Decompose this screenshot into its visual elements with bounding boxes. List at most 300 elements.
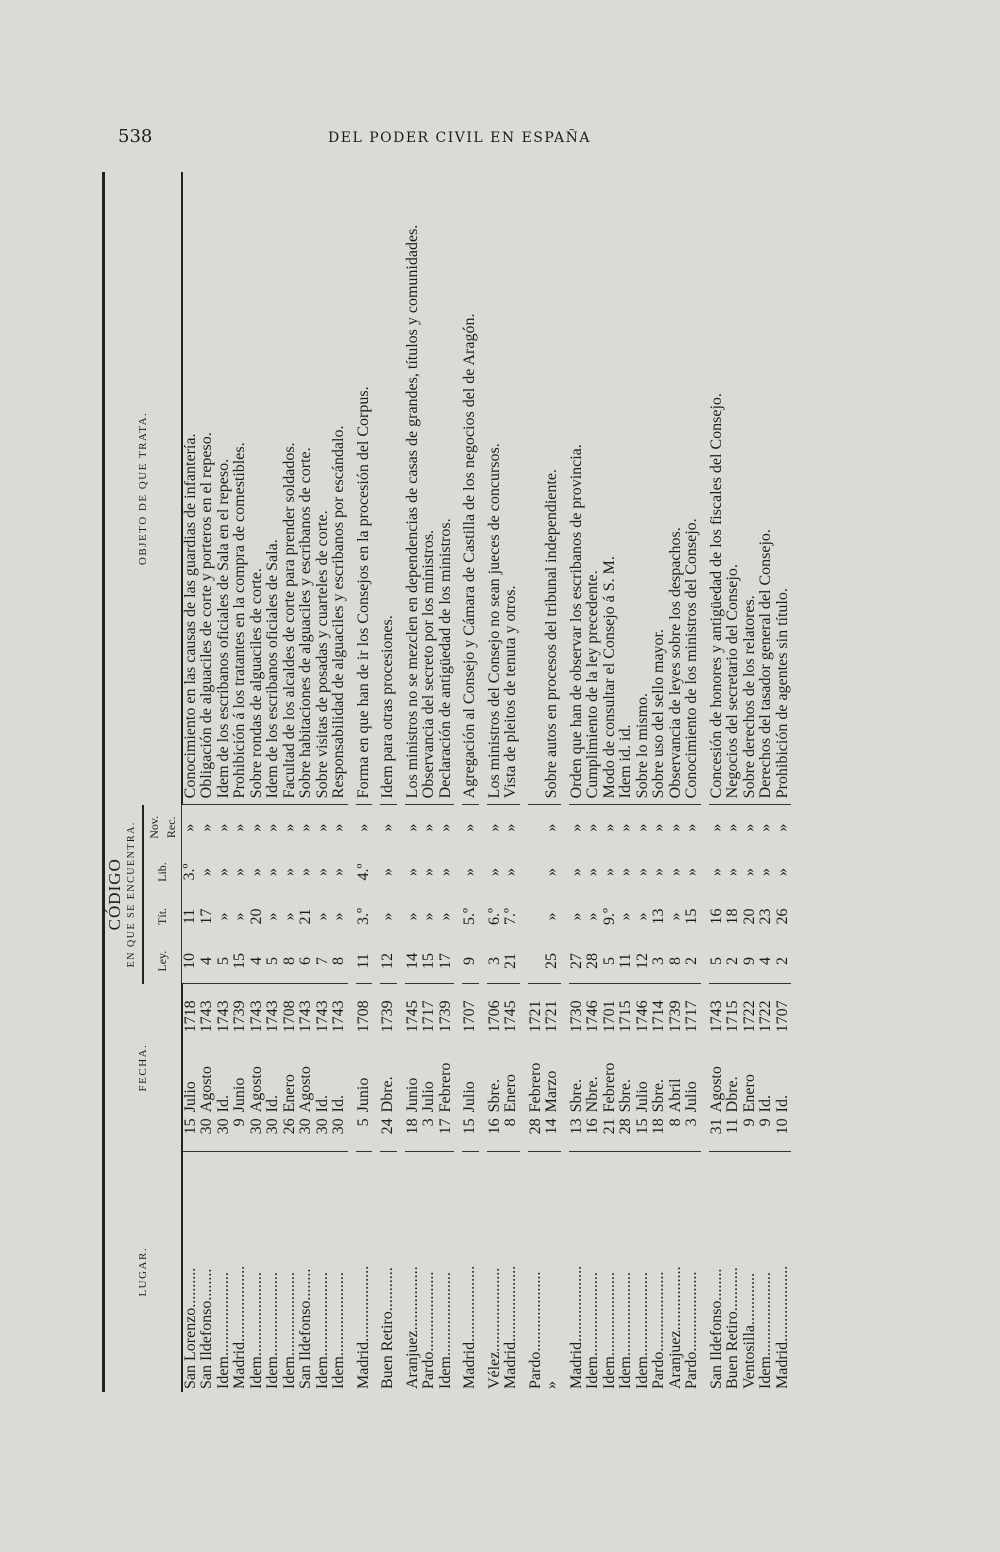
cell-mes: Id. <box>773 1095 791 1113</box>
cell-ano: 1743 <box>298 984 315 1036</box>
cell-lugar: Idem..................... <box>438 1151 455 1392</box>
cell-mes: Sbre. <box>650 1079 667 1113</box>
cell-tit: » <box>666 912 684 921</box>
cell-dia: 30 <box>264 1118 281 1135</box>
cell-ley: 12 <box>379 952 396 969</box>
cell-ley: 2 <box>773 956 791 965</box>
cell-lib: » <box>666 868 684 877</box>
cell-ley: 2 <box>724 956 741 965</box>
cell-nov: » <box>216 805 233 850</box>
cell-ano: 1743 <box>216 984 233 1036</box>
table-row <box>503 172 520 1392</box>
cell-ano: 1722 <box>742 984 759 1036</box>
cell-objeto: Vista de pleitos de tenuta y otros. <box>502 585 519 799</box>
table-row <box>585 172 602 1392</box>
cell-ano: 1706 <box>487 984 504 1036</box>
spacer-cell <box>520 172 528 1392</box>
cell-objeto: Sobre rondas de alguaciles de corte. <box>247 568 265 799</box>
cell-ano: 1743 <box>315 984 332 1036</box>
cell-mes: Agosto <box>247 1066 265 1113</box>
cell-dia: 30 <box>214 1118 232 1135</box>
cell-dia: 30 <box>330 1118 347 1135</box>
data-table <box>102 172 791 1392</box>
cell-mes: Enero <box>740 1074 758 1113</box>
cell-tit: 16 <box>707 908 725 925</box>
cell-mes: Dbre. <box>379 1076 396 1113</box>
cell-dia: 28 <box>526 1118 544 1135</box>
table-row <box>265 172 282 1392</box>
cell-ano: 1745 <box>405 984 422 1036</box>
cell-tit: » <box>379 912 396 921</box>
cell-nov: » <box>544 805 561 850</box>
cell-mes: Sbre. <box>617 1079 634 1113</box>
table-row <box>282 172 299 1392</box>
cell-tit: » <box>403 912 421 921</box>
table-row <box>356 172 373 1392</box>
cell-lugar: Vélez..................... <box>487 1151 504 1392</box>
cell-tit: » <box>543 912 560 921</box>
table-row <box>668 172 685 1392</box>
cell-ano: 1707 <box>775 984 792 1036</box>
cell-ley <box>528 939 545 984</box>
cell-dia: 8 <box>502 1118 519 1127</box>
cell-lib: » <box>543 868 560 877</box>
cell-tit: » <box>330 912 347 921</box>
cell-mes: Sbre. <box>567 1079 585 1113</box>
cell-mes: Sbre. <box>485 1079 503 1113</box>
cell-mes: Id. <box>214 1095 232 1113</box>
cell-ley: 5 <box>214 956 232 965</box>
cell-objeto: Idem de los escribanos oficiales de Sala. <box>264 539 281 799</box>
table-row <box>775 172 792 1392</box>
cell-lugar: Idem..................... <box>602 1151 619 1392</box>
cell-dia: 30 <box>297 1118 314 1135</box>
cell-ley: 4 <box>757 956 774 965</box>
cell-tit: 6.º <box>485 907 503 925</box>
cell-ano: 1743 <box>709 984 726 1036</box>
cell-nov: » <box>265 805 282 850</box>
cell-lib: » <box>231 868 248 877</box>
cell-tit: 5.º <box>461 907 478 925</box>
cell-lugar: Madrid................... <box>569 1151 586 1392</box>
cell-tit: » <box>264 912 281 921</box>
cell-nov: » <box>232 805 249 850</box>
cell-nov: » <box>742 805 759 850</box>
cell-nov: » <box>602 805 619 850</box>
table-row <box>438 172 455 1392</box>
cell-ley: 11 <box>354 953 372 969</box>
cell-nov <box>528 805 545 850</box>
cell-lugar: Madrid................... <box>356 1151 373 1392</box>
cell-tit: » <box>436 912 454 921</box>
cell-lugar: Buen Retiro........... <box>380 1151 397 1392</box>
cell-ano: 1743 <box>249 984 266 1036</box>
table-row <box>182 172 200 1392</box>
cell-mes: Julio <box>461 1081 478 1113</box>
cell-dia: 8 <box>666 1118 684 1127</box>
cell-dia: 18 <box>650 1118 667 1135</box>
cell-lugar: Madrid................... <box>462 1151 479 1392</box>
cell-objeto: Facultad de los alcaldes de corte para prender soldados. <box>280 442 298 799</box>
table-row <box>380 172 397 1392</box>
cell-lib <box>528 850 545 894</box>
cell-dia: 30 <box>198 1118 215 1135</box>
table-row <box>462 172 479 1392</box>
cell-ley: 12 <box>633 952 651 969</box>
cell-lib: » <box>403 868 421 877</box>
cell-ano: 1730 <box>569 984 586 1036</box>
cell-nov: » <box>635 805 652 850</box>
cell-nov: » <box>569 805 586 850</box>
cell-objeto: Los ministros no se mezclen en dependencias de casas de grandes, títulos y comunidades. <box>403 224 421 799</box>
cell-nov: » <box>405 805 422 850</box>
cell-lugar: Idem..................... <box>585 1151 602 1392</box>
cell-mes: Enero <box>502 1074 519 1113</box>
cell-nov: » <box>725 805 742 850</box>
cell-objeto: Prohibición de agentes sin título. <box>773 588 791 799</box>
header-fecha: FECHA. <box>104 984 182 1152</box>
cell-nov: » <box>331 805 348 850</box>
cell-nov: » <box>503 805 520 850</box>
cell-dia: 24 <box>379 1118 396 1135</box>
cell-lugar: Ventosilla............. <box>742 1151 759 1392</box>
cell-lib: » <box>214 868 232 877</box>
cell-ano: 1746 <box>635 984 652 1036</box>
cell-nov: » <box>356 805 373 850</box>
cell-nov: » <box>758 805 775 850</box>
cell-objeto: Negocios del secretario del Consejo. <box>724 564 741 799</box>
cell-dia: 15 <box>461 1118 478 1135</box>
table-row <box>618 172 635 1392</box>
cell-objeto: Observancia del secreto por los ministros. <box>420 529 437 799</box>
cell-ano: 1701 <box>602 984 619 1036</box>
cell-mes: Marzo <box>543 1070 560 1113</box>
table-body <box>182 172 792 1392</box>
cell-tit: » <box>633 912 651 921</box>
cell-nov: » <box>709 805 726 850</box>
cell-objeto: Concesión de honores y antigüedad de los fiscales del Consejo. <box>707 393 725 799</box>
cell-mes: Febrero <box>526 1062 544 1113</box>
cell-lib: » <box>264 868 281 877</box>
cell-lib: » <box>436 868 454 877</box>
cell-nov: » <box>282 805 299 850</box>
cell-objeto: Cumplimiento de la ley precedente. <box>584 570 601 799</box>
cell-ley: 8 <box>280 956 298 965</box>
cell-dia: 3 <box>420 1118 437 1127</box>
cell-lib: 4.º <box>354 863 372 881</box>
cell-ley: 5 <box>264 956 281 965</box>
cell-objeto: Agregación al Consejo y Cámara de Castilla de los negocios del de Aragón. <box>461 313 478 799</box>
cell-tit: 13 <box>650 908 667 925</box>
cell-mes: Agosto <box>198 1066 215 1113</box>
cell-ley: 21 <box>502 952 519 969</box>
table-row <box>651 172 668 1392</box>
cell-mes: Junio <box>403 1077 421 1113</box>
cell-lib: » <box>740 868 758 877</box>
cell-lib: » <box>600 868 618 877</box>
table-row <box>709 172 726 1392</box>
cell-tit: 7.º <box>502 907 519 925</box>
cell-lib: » <box>485 868 503 877</box>
cell-objeto: Sobre uso del sello mayor. <box>650 629 667 799</box>
cell-mes: Dbre. <box>724 1076 741 1113</box>
table-row <box>249 172 266 1392</box>
cell-mes: Febrero <box>600 1062 618 1113</box>
cell-mes: Junio <box>231 1077 248 1113</box>
cell-tit: » <box>584 912 601 921</box>
header-codigo-title: CÓDIGO <box>105 858 124 931</box>
cell-dia: 9 <box>740 1118 758 1127</box>
cell-tit: 17 <box>198 908 215 925</box>
cell-objeto: Sobre derechos de los relatores. <box>740 595 758 799</box>
cell-ley: 5 <box>600 956 618 965</box>
cell-lugar: Madrid................... <box>775 1151 792 1392</box>
cell-mes: Julio <box>181 1081 199 1113</box>
cell-mes: Junio <box>354 1077 372 1113</box>
cell-objeto: Conocimiento en las causas de las guardias de infantería. <box>181 433 199 799</box>
cell-objeto: Prohibición á los tratantes en la compra de comestibles. <box>231 442 248 799</box>
cell-lib: » <box>683 868 700 877</box>
cell-objeto: Sobre lo mismo. <box>633 692 651 799</box>
cell-nov: » <box>438 805 455 850</box>
cell-ley: 6 <box>297 956 314 965</box>
cell-nov: » <box>618 805 635 850</box>
cell-tit: » <box>617 912 634 921</box>
header-nov: Nov. Rec. <box>143 805 182 850</box>
cell-nov: » <box>298 805 315 850</box>
cell-lugar: Idem..................... <box>216 1151 233 1392</box>
cell-ano: 1722 <box>758 984 775 1036</box>
cell-lib: » <box>633 868 651 877</box>
cell-lib: » <box>567 868 585 877</box>
cell-tit: 3.º <box>354 907 372 925</box>
page-header <box>0 126 1000 156</box>
cell-ano: 1714 <box>651 984 668 1036</box>
cell-ano: 1715 <box>725 984 742 1036</box>
cell-tit: 26 <box>773 908 791 925</box>
header-objeto: OBJETO DE QUE TRATA. <box>104 172 182 805</box>
cell-tit <box>528 894 545 938</box>
cell-mes: Id. <box>330 1095 347 1113</box>
cell-nov: » <box>249 805 266 850</box>
cell-lib: » <box>617 868 634 877</box>
cell-ley: 25 <box>543 952 560 969</box>
cell-dia: 30 <box>247 1118 265 1135</box>
page-number: 538 <box>118 126 153 147</box>
cell-nov: » <box>462 805 479 850</box>
cell-objeto: Conocimiento de los ministros del Consejo. <box>683 518 700 799</box>
cell-lugar: Pardo.................... <box>684 1151 701 1392</box>
cell-dia: 10 <box>773 1118 791 1135</box>
cell-dia: 11 <box>724 1118 741 1134</box>
table-row <box>528 172 545 1392</box>
cell-objeto: Modo de consultar el Consejo á S. M. <box>600 556 618 799</box>
cell-mes: Id. <box>313 1095 331 1113</box>
cell-ano: 1721 <box>528 984 545 1036</box>
cell-dia: 15 <box>181 1118 199 1135</box>
cell-lib: » <box>379 868 396 877</box>
cell-lugar: Pardo.................... <box>421 1151 438 1392</box>
cell-ano: 1743 <box>199 984 216 1036</box>
cell-mes: Julio <box>420 1081 437 1113</box>
cell-ley: 9 <box>740 956 758 965</box>
cell-objeto: Sobre habitaciones de alguaciles y escribanos de corte. <box>297 447 314 799</box>
cell-dia: 9 <box>231 1118 248 1127</box>
cell-lib: » <box>247 868 265 877</box>
cell-lib: » <box>773 868 791 877</box>
row-spacer <box>520 172 528 1392</box>
cell-tit: 9.º <box>600 907 618 925</box>
cell-dia: 16 <box>584 1118 601 1135</box>
cell-dia: 21 <box>600 1118 618 1135</box>
cell-ley: 4 <box>198 956 215 965</box>
cell-ano: 1717 <box>684 984 701 1036</box>
cell-mes: Agosto <box>297 1066 314 1113</box>
cell-ley: 7 <box>313 956 331 965</box>
table-row <box>569 172 586 1392</box>
cell-mes: Julio <box>633 1081 651 1113</box>
cell-objeto: Forma en que han de ir los Consejos en la procesión del Corpus. <box>354 386 372 799</box>
cell-lib: » <box>707 868 725 877</box>
cell-tit: » <box>313 912 331 921</box>
cell-nov: » <box>651 805 668 850</box>
cell-ley: 3 <box>485 956 503 965</box>
cell-lugar: San Lorenzo.......... <box>182 1151 200 1392</box>
cell-ano: 1739 <box>232 984 249 1036</box>
cell-nov: » <box>585 805 602 850</box>
cell-nov: » <box>380 805 397 850</box>
cell-lib: » <box>724 868 741 877</box>
cell-tit: » <box>420 912 437 921</box>
cell-lib: » <box>757 868 774 877</box>
header-codigo-sub: EN QUE SE ENCUENTRA. <box>125 821 137 968</box>
cell-ley: 4 <box>247 956 265 965</box>
cell-ley: 10 <box>181 952 198 969</box>
cell-ley: 15 <box>420 952 437 969</box>
cell-objeto: Idem de los escribanos oficiales de Sala en el repeso. <box>214 458 232 799</box>
cell-tit: » <box>567 912 585 921</box>
cell-mes: Nbre. <box>584 1076 601 1113</box>
rotated-table-container <box>102 172 882 1392</box>
cell-lugar: Idem..................... <box>635 1151 652 1392</box>
cell-lugar: Idem..................... <box>265 1151 282 1392</box>
cell-ley: 8 <box>666 956 684 965</box>
cell-lugar: Idem..................... <box>282 1151 299 1392</box>
cell-ano: 1707 <box>462 984 479 1036</box>
cell-lib: » <box>461 868 478 877</box>
cell-ley: 5 <box>707 956 725 965</box>
cell-ley: 14 <box>403 952 421 969</box>
cell-tit: » <box>231 912 248 921</box>
cell-objeto: Declaración de antigüedad de los ministros. <box>436 518 454 799</box>
cell-nov: » <box>182 805 200 850</box>
cell-lib: » <box>198 868 215 877</box>
cell-dia: 17 <box>436 1118 454 1135</box>
cell-dia: 13 <box>567 1118 585 1135</box>
cell-lib: » <box>280 868 298 877</box>
cell-nov: » <box>668 805 685 850</box>
cell-ano: 1739 <box>668 984 685 1036</box>
cell-lugar: San Ildefonso........ <box>298 1151 315 1392</box>
cell-ano: 1708 <box>282 984 299 1036</box>
header-lib: Lib. <box>143 850 182 894</box>
cell-ano: 1743 <box>265 984 282 1036</box>
table-row <box>544 172 561 1392</box>
cell-ano: 1743 <box>331 984 348 1036</box>
table-row <box>421 172 438 1392</box>
cell-dia: 18 <box>403 1118 421 1135</box>
cell-nov: » <box>487 805 504 850</box>
table-row <box>742 172 759 1392</box>
cell-lugar: Madrid................... <box>503 1151 520 1392</box>
cell-dia: 5 <box>354 1118 372 1127</box>
table-row <box>487 172 504 1392</box>
cell-lib: 3.º <box>181 863 198 881</box>
cell-lib: » <box>584 868 601 877</box>
cell-dia: 28 <box>617 1118 634 1135</box>
cell-ley: 2 <box>683 956 700 965</box>
cell-ley: 11 <box>617 953 634 969</box>
cell-lugar: Pardo.................... <box>651 1151 668 1392</box>
cell-lugar: Idem..................... <box>758 1151 775 1392</box>
cell-lib: » <box>502 868 519 877</box>
running-title: DEL PODER CIVIL EN ESPAÑA <box>328 130 591 146</box>
table-row <box>331 172 348 1392</box>
cell-lugar: San Ildefonso........ <box>709 1151 726 1392</box>
cell-dia: 31 <box>707 1118 725 1135</box>
cell-dia: 15 <box>633 1118 651 1135</box>
cell-lugar: Idem..................... <box>331 1151 348 1392</box>
cell-lugar: San Ildefonso........ <box>199 1151 216 1392</box>
cell-ley: 28 <box>584 952 601 969</box>
cell-lib: » <box>297 868 314 877</box>
cell-nov: » <box>315 805 332 850</box>
cell-lib: » <box>330 868 347 877</box>
cell-mes: Agosto <box>707 1066 725 1113</box>
header-lugar: LUGAR. <box>104 1151 182 1392</box>
table-row <box>199 172 216 1392</box>
cell-tit: 18 <box>724 908 741 925</box>
table-row <box>602 172 619 1392</box>
cell-lugar: Aranjuez................ <box>405 1151 422 1392</box>
cell-tit: 20 <box>740 908 758 925</box>
cell-ley: 15 <box>231 952 248 969</box>
cell-objeto: Los ministros del Consejo no sean jueces de concursos. <box>485 443 503 799</box>
cell-objeto <box>528 172 545 805</box>
cell-lib: » <box>650 868 667 877</box>
cell-ano: 1718 <box>182 984 200 1036</box>
cell-nov: » <box>684 805 701 850</box>
cell-ley: 3 <box>650 956 667 965</box>
cell-lugar: Pardo.................... <box>528 1151 545 1392</box>
cell-ley: 27 <box>567 952 585 969</box>
cell-objeto: Responsabilidad de alguaciles y escribanos por escándalo. <box>330 425 347 799</box>
cell-lugar: Aranjuez................ <box>668 1151 685 1392</box>
table-row <box>315 172 332 1392</box>
table-row <box>405 172 422 1392</box>
cell-ano: 1715 <box>618 984 635 1036</box>
cell-dia: 14 <box>543 1118 560 1135</box>
cell-lugar: Idem..................... <box>315 1151 332 1392</box>
cell-lugar: Madrid................... <box>232 1151 249 1392</box>
table-row <box>684 172 701 1392</box>
cell-lugar: Idem..................... <box>618 1151 635 1392</box>
cell-objeto: Derechos del tasador general del Consejo. <box>757 529 774 799</box>
cell-tit: 21 <box>297 908 314 925</box>
cell-ano: 1745 <box>503 984 520 1036</box>
cell-ley: 17 <box>436 952 454 969</box>
cell-mes: Febrero <box>436 1062 454 1113</box>
